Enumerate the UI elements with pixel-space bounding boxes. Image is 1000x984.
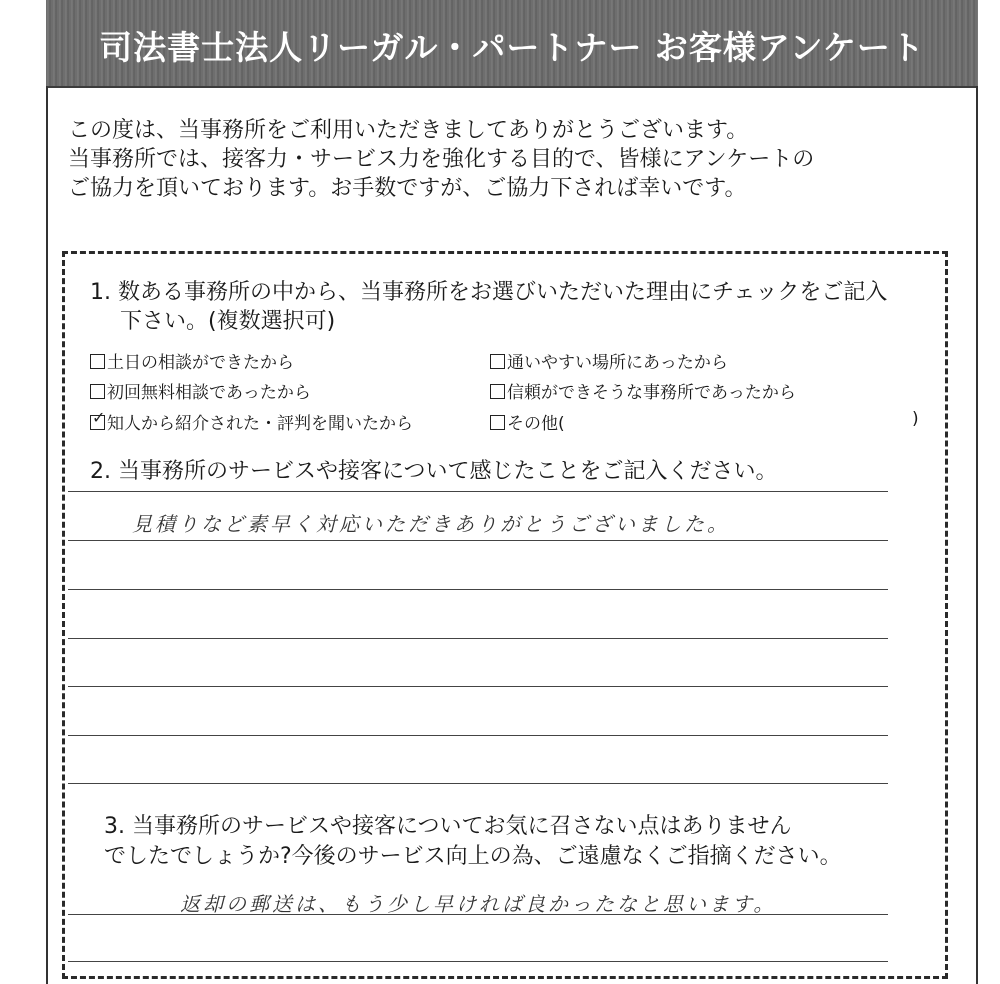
answer-line bbox=[68, 783, 888, 784]
answer-line bbox=[68, 686, 888, 687]
intro-line: この度は、当事務所をご利用いただきましてありがとうございます。 bbox=[68, 118, 749, 143]
checkbox[interactable] bbox=[490, 384, 505, 399]
answer-line bbox=[68, 914, 888, 915]
answer-line bbox=[68, 638, 888, 639]
q1-option-other[interactable] bbox=[490, 409, 565, 434]
q3-handwritten-answer: 返却の郵送は、もう少し早ければ良かったなと思います。 bbox=[180, 892, 777, 916]
option-label: その他( bbox=[507, 414, 565, 434]
q3-text-line2: でしたでしょうか?今後のサービス向上の為、ご遠慮なくご指摘ください。 bbox=[104, 844, 842, 869]
option-label: 通いやすい場所にあったから bbox=[507, 353, 728, 373]
other-close-paren: ) bbox=[912, 409, 919, 429]
q1-text-line2: 下さい。(複数選択可) bbox=[120, 309, 336, 334]
intro-text bbox=[68, 116, 928, 203]
q1-option[interactable] bbox=[90, 409, 413, 434]
checkbox[interactable] bbox=[490, 354, 505, 369]
checkbox[interactable] bbox=[90, 384, 105, 399]
q2-handwritten-answer: 見積りなど素早く対応いただきありがとうございました。 bbox=[132, 512, 730, 536]
q1-option[interactable] bbox=[490, 378, 796, 403]
checkbox[interactable] bbox=[490, 415, 505, 430]
q1-option[interactable] bbox=[90, 348, 294, 373]
checkbox-checked[interactable] bbox=[90, 415, 105, 430]
q1-option[interactable] bbox=[90, 378, 311, 403]
q1-option[interactable] bbox=[490, 348, 728, 373]
answer-line bbox=[68, 589, 888, 590]
intro-line: ご協力を頂いております。お手数ですが、ご協力下されば幸いです。 bbox=[68, 176, 747, 201]
option-label: 初回無料相談であったから bbox=[107, 383, 311, 403]
intro-line: 当事務所では、接客力・サービス力を強化する目的で、皆様にアンケートの bbox=[68, 147, 815, 172]
survey-title: 司法書士法人リーガル・パートナー お客様アンケート bbox=[99, 28, 925, 67]
answer-line bbox=[68, 491, 888, 492]
option-label: 知人から紹介された・評判を聞いたから bbox=[107, 414, 413, 434]
answer-line bbox=[68, 540, 888, 541]
option-label: 土日の相談ができたから bbox=[107, 353, 294, 373]
header-banner bbox=[46, 0, 978, 88]
q3-text-line1: 3. 当事務所のサービスや接客についてお気に召さない点はありません bbox=[104, 814, 792, 839]
q1-text-line1: 1. 数ある事務所の中から、当事務所をお選びいただいた理由にチェックをご記入 bbox=[90, 280, 888, 305]
option-label: 信頼ができそうな事務所であったから bbox=[507, 383, 796, 403]
answer-line bbox=[68, 735, 888, 736]
checkbox[interactable] bbox=[90, 354, 105, 369]
q2-text: 2. 当事務所のサービスや接客について感じたことをご記入ください。 bbox=[90, 459, 778, 484]
answer-line bbox=[68, 961, 888, 962]
